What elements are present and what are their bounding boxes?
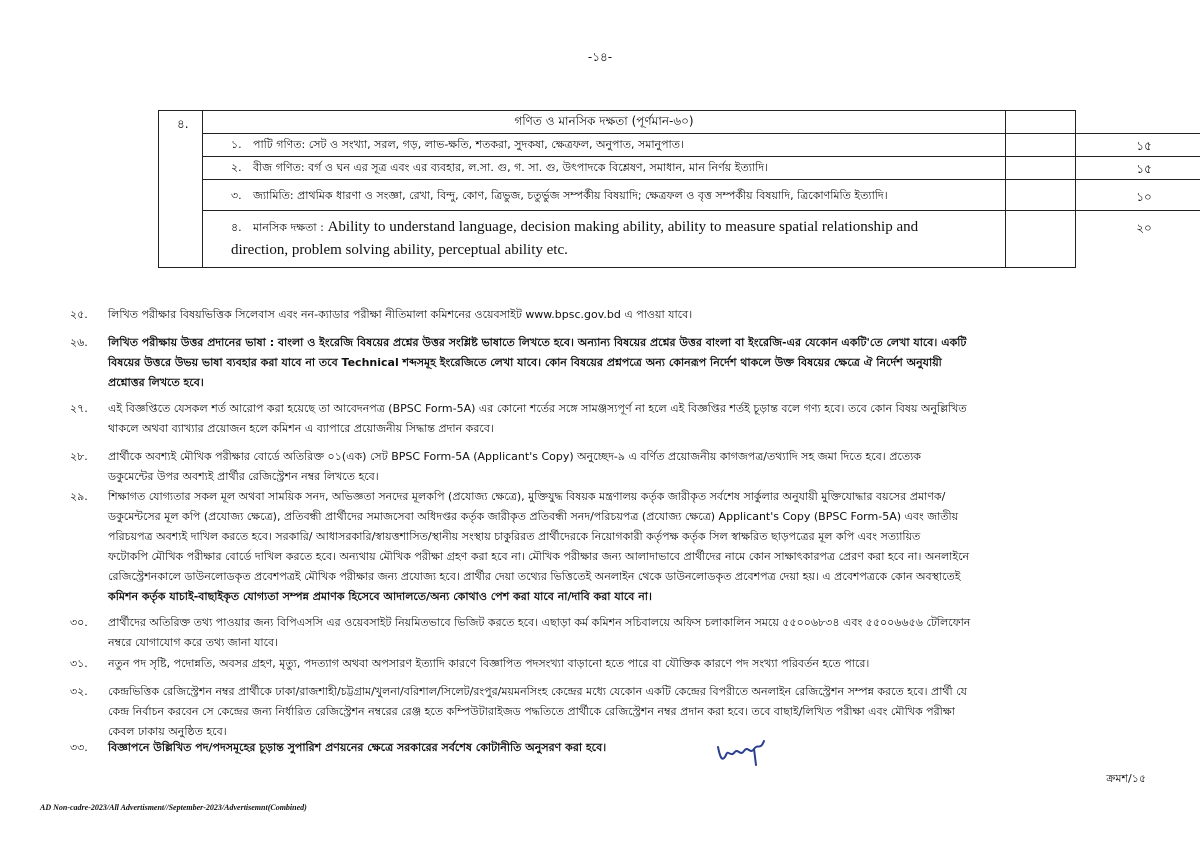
note-line: কেন্দ্র নির্বাচন করবেন সে কেন্দ্রের জন্য নির্ধারিত রেজিস্ট্রেশন নম্বরের রেঞ্জ হতে কম্পিউটারাইজড পদ্ধতিতে প্রার্থীকে রেজিস্ট্রেশন নম্বর প্রদান করা হবে। তবে বাছাই/লিখিত পরীক্ষা এবং মৌখিক পরীক্ষা	[108, 705, 955, 718]
signature-mark	[714, 737, 768, 767]
note-number: ৩০.	[70, 616, 88, 629]
topic-row	[231, 157, 996, 179]
topic-marks: ২০	[1136, 221, 1152, 235]
note-line: বিজ্ঞাপনে উল্লিখিত পদ/পদসমূহের চূড়ান্ত সুপারিশ প্রণয়নের ক্ষেত্রে সরকারের সর্বশেষ কোটানীতি অনুসরণ করা হবে।	[108, 741, 607, 754]
note-line: পরিচয়পত্র অবশ্যই দাখিল করতে হবে। সরকারি/ আধাসরকারি/স্বায়ত্তশাসিত/স্থানীয় সংস্থায় চাকুরিরত প্রার্থীদেরকে নিয়োগকারী কর্তৃপক্ষ কর্তৃক সিল স্বাক্ষরিত ছাড়পত্রের মূল কপি এবং সত্যায়িত	[108, 530, 921, 543]
topic-text: Ability to understand language, decision making ability, ability to measure spatial relationship and	[327, 219, 919, 235]
section-number: ৪.	[177, 117, 189, 131]
note-line: নম্বরে যোগাযোগ করে তথ্য জানা যাবে।	[108, 636, 279, 649]
topic-number: ১.	[231, 138, 242, 151]
topic-text-continued: direction, problem solving ability, perceptual ability etc.	[231, 242, 568, 258]
note-line: কমিশন কর্তৃক যাচাই-বাছাইকৃত যোগ্যতা সম্পন্ন প্রমাণক হিসেবে আদালতে/অন্য কোথাও পেশ করা যাবে না/দাবি করা যাবে না।	[108, 590, 652, 603]
note-line: এই বিজ্ঞপ্তিতে যেসকল শর্ত আরোপ করা হয়েছে তা আবেদনপত্র (BPSC Form-5A) এর কোনো শর্তের সঙ্গে সামঞ্জস্যপূর্ণ না হলে এই বিজ্ঞপ্তির শর্তই চূড়ান্ত বলে গণ্য হবে। তবে কোন বিষয় অনুল্লিখিত	[108, 402, 967, 415]
topic-row	[231, 216, 996, 261]
section-title: গণিত ও মানসিক দক্ষতা (পূর্ণমান-৬০)	[514, 114, 694, 128]
note-number: ২৭.	[70, 402, 88, 415]
note-line: ডকুমেন্টের উপর অবশ্যই প্রার্থীর রেজিস্ট্রেশন নম্বর লিখতে হবে।	[108, 470, 379, 483]
topic-text: বীজ গণিত: বর্গ ও ঘন এর সূত্র এবং এর ব্যবহার, ল.সা. গু, গ. সা. গু, উৎপাদকে বিশ্লেষণ, সমাধান, মান নির্ণয় ইত্যাদি।	[253, 161, 768, 174]
note-line: ডকুমেন্টসের মূল কপি (প্রযোজ্য ক্ষেত্রে), প্রতিবন্ধী প্রার্থীদের সমাজসেবা অধিদপ্তর কর্তৃক জারীকৃত প্রতিবন্ধী সনদ/পরিচয়পত্র (প্রযোজ্য ক্ষেত্রে) Applicant's Copy (BPSC Form-5A) এবং জাতীয়	[108, 510, 959, 523]
note-line: থাকলে অথবা ব্যাখ্যার প্রয়োজন হলে কমিশন এ ব্যাপারে প্রয়োজনীয় সিদ্ধান্ত প্রদান করবে।	[108, 422, 494, 435]
topic-marks: ১৫	[1136, 139, 1152, 153]
note-line: প্রার্থীদের অতিরিক্ত তথ্য পাওয়ার জন্য বিপিএসসি এর ওয়েবসাইট নিয়মিতভাবে ভিজিট করতে হবে। এছাড়া কর্ম কমিশন সচিবালয়ে অফিস চলাকালিন সময়ে ৫৫০০৬৮৩৪ এবং ৫৫০০৬৬৫৬ টেলিফোন	[108, 616, 971, 629]
note-line: প্রশ্নোত্তর লিখতে হবে।	[108, 376, 204, 389]
page-number: -১৪-	[587, 50, 613, 64]
note-number: ৩১.	[70, 657, 88, 670]
continued-label: ক্রমশ/১৫	[1106, 772, 1146, 785]
syllabus-table	[158, 110, 1152, 268]
note-line: লিখিত পরীক্ষার বিষয়ভিত্তিক সিলেবাস এবং নন-ক্যাডার পরীক্ষা নীতিমালা কমিশনের ওয়েবসাইট www.bpsc.gov.bd এ পাওয়া যাবে।	[108, 308, 693, 321]
note-number: ২৬.	[70, 336, 88, 349]
note-number: ২৫.	[70, 308, 88, 321]
note-line: শিক্ষাগত যোগ্যতার সকল মূল অথবা সাময়িক সনদ, অভিজ্ঞতা সনদের মূলকপি (প্রযোজ্য ক্ষেত্রে), মুক্তিযুদ্ধ বিষয়ক মন্ত্রণালয় কর্তৃক জারীকৃত সর্বশেষ সার্কুলার অনুযায়ী মুক্তিযোদ্ধার বয়সের প্রমাণক/	[108, 490, 946, 503]
topic-row	[231, 185, 996, 207]
column-divider	[1005, 111, 1006, 267]
note-line: কেবল ঢাকায় অনুষ্ঠিত হবে।	[108, 725, 227, 738]
note-number: ২৮.	[70, 450, 88, 463]
note-line: প্রার্থীকে অবশ্যই মৌখিক পরীক্ষার বোর্ডে অতিরিক্ত ০১(এক) সেট BPSC Form-5A (Applicant's Copy) অনুচ্ছেদ-৯ এ বর্ণিত প্রয়োজনীয় কাগজপত্র/তথ্যাদি সহ জমা দিতে হবে। প্রত্যেক	[108, 450, 921, 463]
topic-number: ৩.	[231, 189, 242, 202]
row-divider	[203, 210, 1200, 211]
topic-text: পাটি গণিত: সেট ও সংখ্যা, সরল, গড়, লাভ-ক্ষতি, শতকরা, সুদকষা, ক্ষেত্রফল, অনুপাত, সমানুপাত।	[253, 138, 684, 151]
footer-path: AD Non-cadre-2023/All Advertisment//September-2023/Advertisemnt(Combined)	[40, 803, 307, 812]
topic-marks: ১০	[1136, 190, 1152, 204]
topic-number: ৪.	[231, 221, 242, 234]
note-number: ২৯.	[70, 490, 88, 503]
note-line: নতুন পদ সৃষ্টি, পদোন্নতি, অবসর গ্রহণ, মৃত্যু, পদত্যাগ অথবা অপসারণ ইত্যাদি কারণে বিজ্ঞাপিত পদসংখ্যা বাড়ানো হতে পারে বা যৌক্তিক কারণে পদ সংখ্যা পরিবর্তন হতে পারে।	[108, 657, 870, 670]
note-line: লিখিত পরীক্ষায় উত্তর প্রদানের ভাষা : বাংলা ও ইংরেজি বিষয়ের প্রশ্নের উত্তর সংশ্লিষ্ট ভাষাতে লিখতে হবে। অন্যান্য বিষয়ের প্রশ্নের উত্তর বাংলা বা ইংরেজি-এর যেকোন একটি'তে লেখা যাবে। একটি	[108, 336, 967, 349]
topic-row	[231, 134, 996, 156]
topic-label: মানসিক দক্ষতা :	[253, 221, 324, 234]
row-divider	[203, 179, 1200, 180]
topic-marks: ১৫	[1136, 162, 1152, 176]
topic-text: জ্যামিতি: প্রাথমিক ধারণা ও সংজ্ঞা, রেখা, বিন্দু, কোণ, ত্রিভুজ, চতুর্ভুজ সম্পর্কীয় বিষয়াদি; ক্ষেত্রফল ও বৃত্ত সম্পর্কীয় বিষয়াদি, ত্রিকোণমিতি ইত্যাদি।	[253, 189, 888, 202]
note-line: রেজিস্ট্রেশনকালে ডাউনলোডকৃত প্রবেশপত্রই মৌখিক পরীক্ষার জন্য প্রযোজ্য হবে। প্রার্থীর দেয়া তথ্যের ভিত্তিতেই অনলাইন থেকে ডাউনলোডকৃত প্রবেশপত্র দেয়া হয়। এ প্রবেশপত্রকে কোন অবস্থাতেই	[108, 570, 961, 583]
note-number: ৩৩.	[70, 741, 88, 754]
note-line: ফটোকপি মৌখিক পরীক্ষার বোর্ডে দাখিল করতে হবে। অন্যথায় মৌখিক পরীক্ষা গ্রহণ করা হবে না। মৌখিক পরীক্ষার জন্য আলাদাভাবে প্রার্থীদের নামে কোন সাক্ষাৎকারপত্র প্রেরণ করা হবে না। অনলাইনে	[108, 550, 970, 563]
note-number: ৩২.	[70, 685, 88, 698]
note-line: কেন্দ্রভিত্তিক রেজিস্ট্রেশন নম্বর প্রার্থীকে ঢাকা/রাজশাহী/চট্টগ্রাম/খুলনা/বরিশাল/সিলেট/রংপুর/ময়মনসিংহ কেন্দ্রের মধ্যে যেকোন একটি কেন্দ্রের বিপরীতে অনলাইন রেজিস্ট্রেশন সম্পন্ন করতে হবে। প্রার্থী যে	[108, 685, 967, 698]
note-line: বিষয়ের উত্তরে উভয় ভাষা ব্যবহার করা যাবে না তবে Technical শব্দসমূহ ইংরেজিতে লেখা যাবে। কোন বিষয়ের প্রশ্নপত্রে অন্য কোনরূপ নির্দেশ থাকলে উক্ত বিষয়ের ক্ষেত্রে ঐ নির্দেশ অনুযায়ী	[108, 356, 942, 369]
topic-number: ২.	[231, 161, 242, 174]
